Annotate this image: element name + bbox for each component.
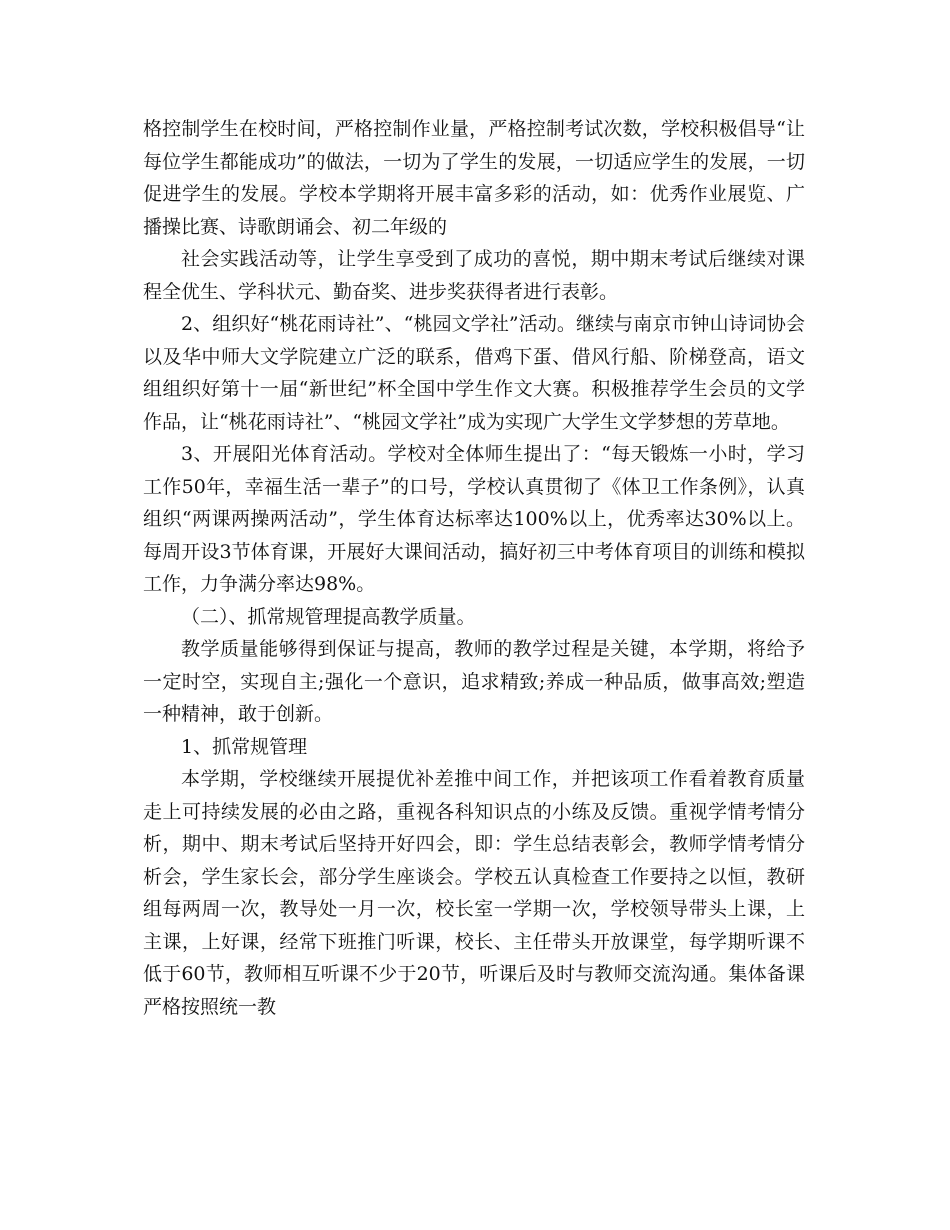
paragraph-6: 本学期，学校继续开展提优补差推中间工作，并把该项工作看着教育质量走上可持续发展的必由之路，重视各科知识点的小练及反馈。重视学情考情分析，期中、期末考试后坚持开好四会，即：学生总结表彰会，教师学情考情分析会，学生家长会，部分学生座谈会。学校五认真检查工作要持之以恒，教研组每两周一次，教导处一月一次，校长室一学期一次，学校领导带头上课，上主课，上好课，经常下班推门听课，校长、主任带头开放课堂，每学期听课不低于60节，教师相互听课不少于20节，听课后及时与教师交流沟通。集体备课严格按照统一教 bbox=[143, 768, 805, 1018]
paragraph-5: 教学质量能够得到保证与提高，教师的教学过程是关键，本学期，将给予一定时空，实现自主;强化一个意识，追求精致;养成一种品质，做事高效;塑造一种精神，敢于创新。 bbox=[143, 638, 805, 725]
document-body bbox=[143, 113, 805, 1023]
subsection-heading-1: 1、抓常规管理 bbox=[181, 735, 308, 758]
paragraph-4: 3、开展阳光体育活动。学校对全体师生提出了：“每天锻炼一小时，学习工作50年，幸福生活一辈子”的口号，学校认真贯彻了《体卫工作条例》，认真组织“两课两操两活动”，学生体育达标率达100%以上，优秀率达30%以上。每周开设3节体育课，开展好大课间活动，搞好初三中考体育项目的训练和模拟工作，力争满分率达98%。 bbox=[143, 443, 805, 595]
paragraph-3: 2、组织好“桃花雨诗社”、“桃园文学社”活动。继续与南京市钟山诗词协会以及华中师大文学院建立广泛的联系，借鸡下蛋、借风行船、阶梯登高，语文组组织好第十一届“新世纪”杯全国中学生作文大赛。积极推荐学生会员的文学作品，让“桃花雨诗社”、“桃园文学社”成为实现广大学生文学梦想的芳草地。 bbox=[143, 313, 805, 433]
section-heading-2: （二）、抓常规管理提高教学质量。 bbox=[181, 605, 476, 628]
paragraph-2: 社会实践活动等，让学生享受到了成功的喜悦，期中期末考试后继续对课程全优生、学科状元、勤奋奖、进步奖获得者进行表彰。 bbox=[143, 248, 805, 303]
paragraph-1: 格控制学生在校时间，严格控制作业量，严格控制考试次数，学校积极倡导“让每位学生都能成功”的做法，一切为了学生的发展，一切适应学生的发展，一切促进学生的发展。学校本学期将开展丰富多彩的活动，如：优秀作业展览、广播操比赛、诗歌朗诵会、初二年级的 bbox=[143, 118, 805, 238]
